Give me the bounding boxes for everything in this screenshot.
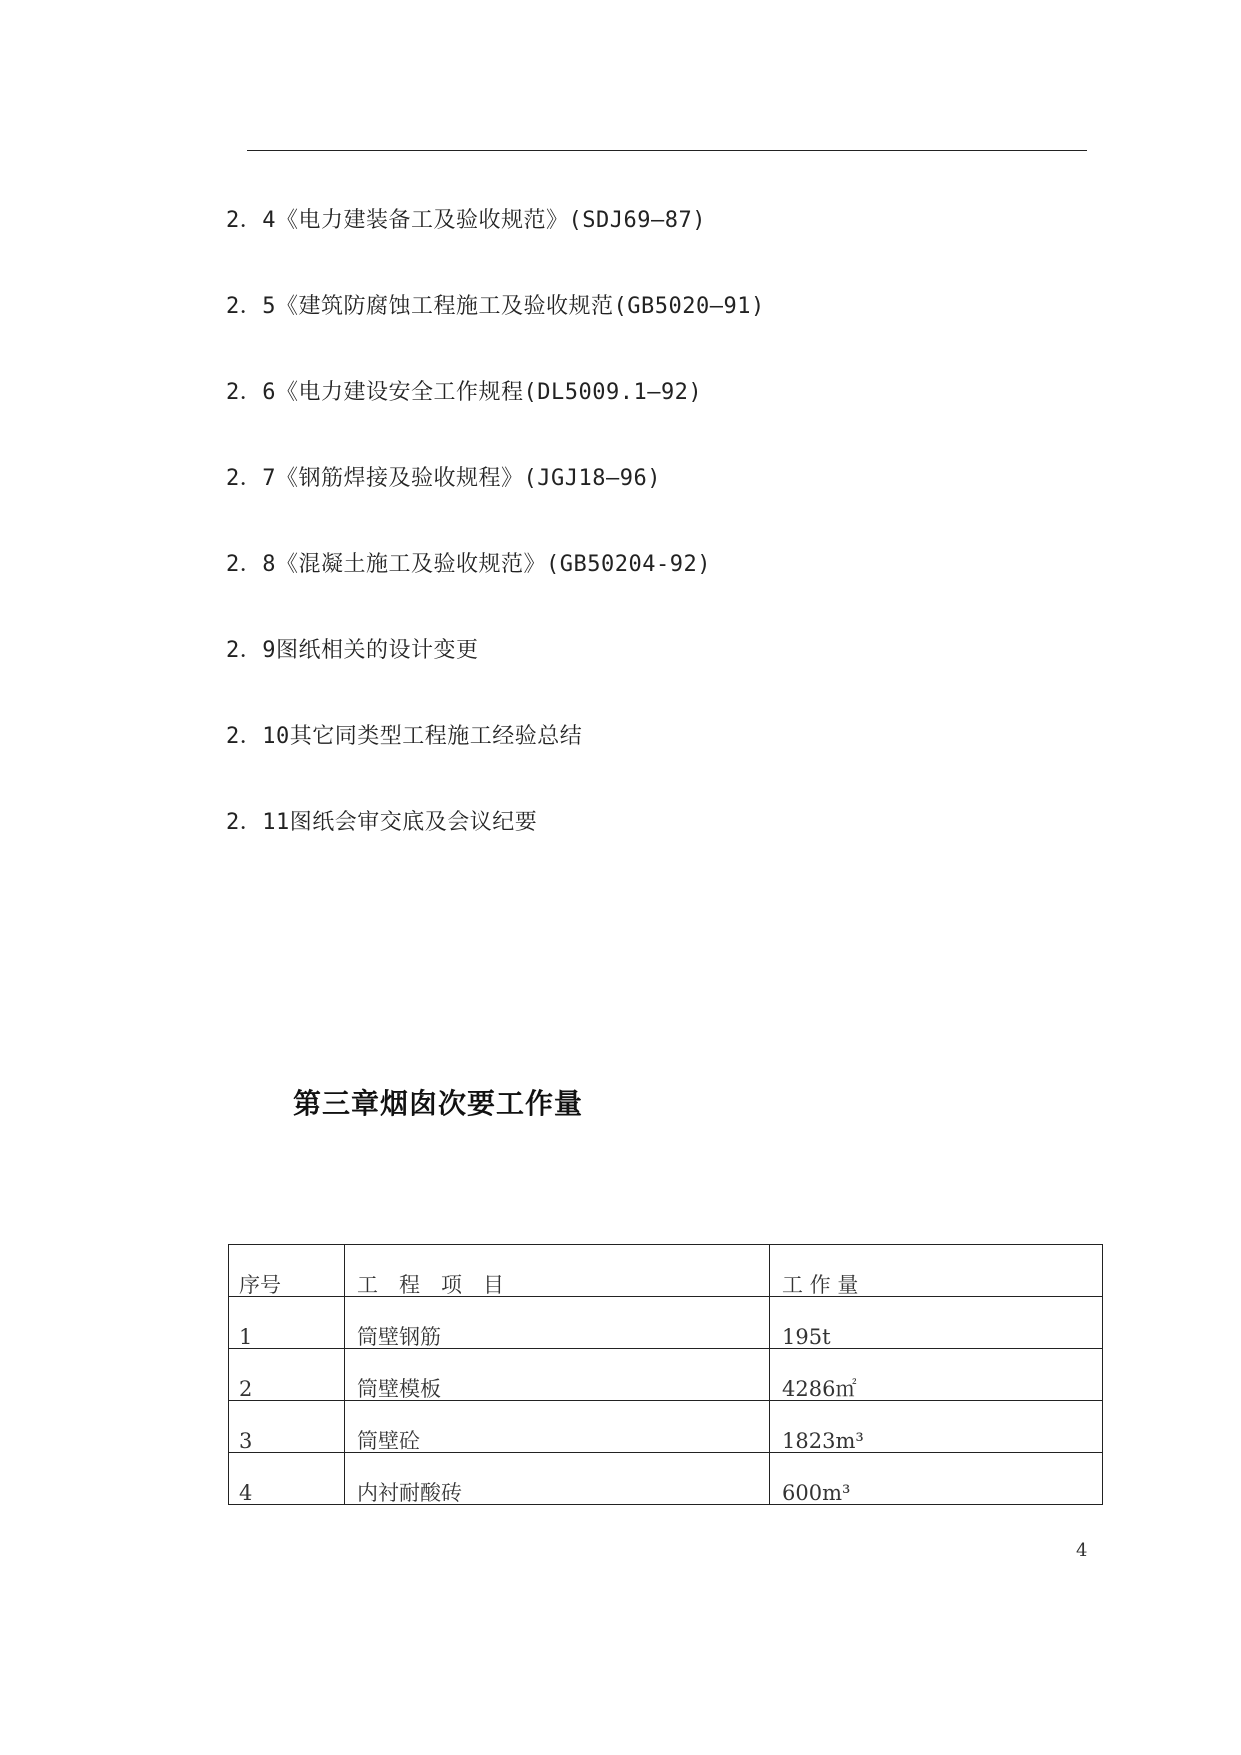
cell-item: 内衬耐酸砖 (345, 1453, 770, 1505)
reference-item: 2．6《电力建设安全工作规程(DL5009.1—92) (226, 380, 703, 405)
page-number: 4 (1076, 1540, 1088, 1561)
header-index: 序号 (229, 1245, 345, 1297)
table-row (229, 1453, 1103, 1505)
chapter-title: 第三章烟囱次要工作量 (293, 1087, 584, 1120)
cell-item: 筒壁模板 (345, 1349, 770, 1401)
table-row (229, 1401, 1103, 1453)
reference-item: 2．9图纸相关的设计变更 (226, 638, 479, 663)
reference-item: 2．8《混凝土施工及验收规范》(GB50204-92) (226, 552, 711, 577)
cell-index: 2 (229, 1349, 345, 1401)
reference-item: 2．10其它同类型工程施工经验总结 (226, 724, 583, 749)
cell-index: 4 (229, 1453, 345, 1505)
cell-quantity: 600m³ (770, 1453, 1103, 1505)
cell-item: 筒壁砼 (345, 1401, 770, 1453)
table-row (229, 1349, 1103, 1401)
header-item: 工 程 项 目 (345, 1245, 770, 1297)
cell-quantity: 195t (770, 1297, 1103, 1349)
table-header-row (229, 1245, 1103, 1297)
cell-quantity: 1823m³ (770, 1401, 1103, 1453)
workload-table (228, 1244, 1103, 1505)
cell-index: 1 (229, 1297, 345, 1349)
cell-quantity: 4286㎡ (770, 1349, 1103, 1401)
reference-item: 2．7《钢筋焊接及验收规程》(JGJ18—96) (226, 466, 661, 491)
reference-item: 2．5《建筑防腐蚀工程施工及验收规范(GB5020—91) (226, 294, 765, 319)
reference-item: 2．4《电力建装备工及验收规范》(SDJ69—87) (226, 208, 706, 233)
reference-list (226, 206, 765, 894)
header-rule (247, 150, 1087, 151)
cell-index: 3 (229, 1401, 345, 1453)
reference-item: 2．11图纸会审交底及会议纪要 (226, 810, 538, 835)
header-quantity: 工 作 量 (770, 1245, 1103, 1297)
table-row (229, 1297, 1103, 1349)
cell-item: 筒壁钢筋 (345, 1297, 770, 1349)
